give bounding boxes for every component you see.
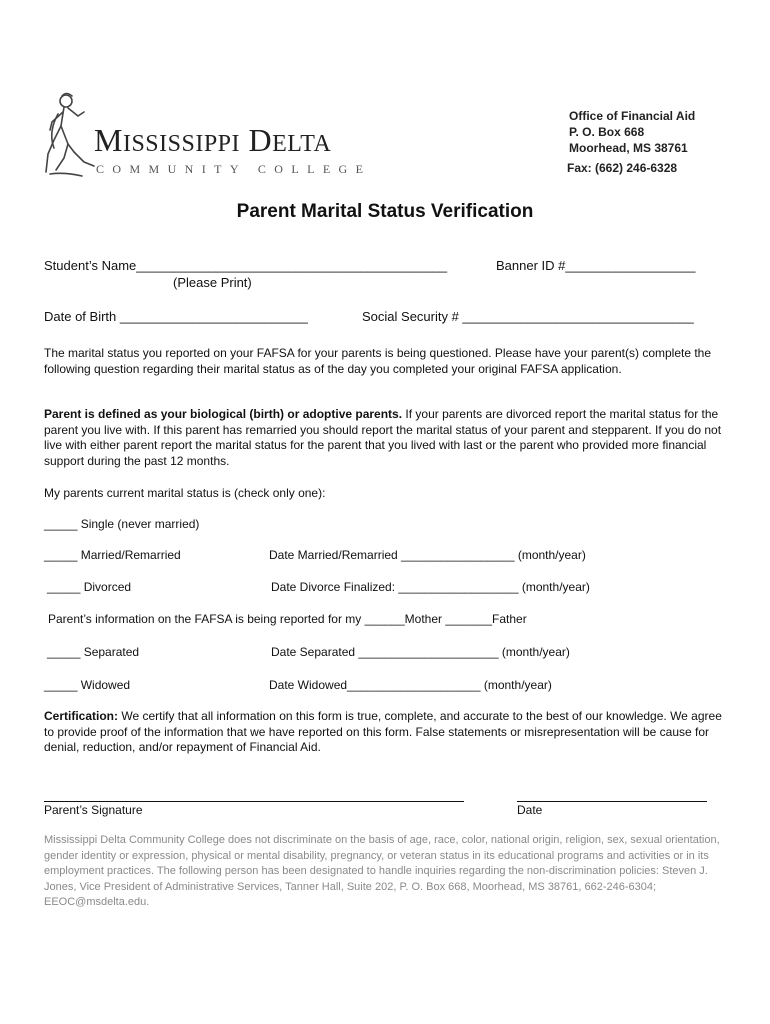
certification-label: Certification: bbox=[44, 709, 119, 723]
intro-paragraph: The marital status you reported on your FAFSA for your parents is being questioned. Please have your parent(s) complete the following question regarding their marital status as of the day you completed your original FAFSA application. bbox=[44, 346, 712, 376]
office-fax: Fax: (662) 246-6328 bbox=[567, 161, 678, 175]
parent-definition-bold: Parent is defined as your biological (birth) or adoptive parents. bbox=[44, 407, 403, 421]
widowed-date-field[interactable]: Date Widowed____________________ (month/year) bbox=[269, 678, 552, 692]
divorced-date-field[interactable]: Date Divorce Finalized: __________________ (month/year) bbox=[271, 580, 590, 594]
page-title: Parent Marital Status Verification bbox=[236, 201, 534, 222]
option-single[interactable]: _____ Single (never married) bbox=[44, 517, 200, 531]
married-date-field[interactable]: Date Married/Remarried _________________ (month/year) bbox=[269, 548, 586, 562]
parent-signature-label: Parent’s Signature bbox=[44, 803, 143, 817]
status-prompt: My parents current marital status is (check only one): bbox=[44, 486, 326, 500]
office-city: Moorhead, MS 38761 bbox=[569, 141, 688, 155]
parent-signature-line[interactable] bbox=[44, 801, 464, 802]
option-separated[interactable]: _____ Separated bbox=[47, 645, 140, 659]
ssn-field[interactable]: Social Security # ________________________________ bbox=[362, 309, 694, 324]
please-print-note: (Please Print) bbox=[173, 275, 252, 290]
office-name: Office of Financial Aid bbox=[569, 109, 696, 123]
option-widowed[interactable]: _____ Widowed bbox=[44, 678, 131, 692]
parent-definition-paragraph bbox=[44, 407, 734, 469]
option-married[interactable]: _____ Married/Remarried bbox=[44, 548, 181, 562]
date-of-birth-field[interactable]: Date of Birth __________________________ bbox=[44, 309, 308, 324]
logo-subtitle: COMMUNITY COLLEGE bbox=[96, 162, 372, 176]
student-name-field[interactable]: Student’s Name___________________________________________ bbox=[44, 258, 448, 273]
separated-date-field[interactable]: Date Separated _____________________ (month/year) bbox=[271, 645, 570, 659]
office-address bbox=[569, 108, 695, 156]
date-signature-label: Date bbox=[517, 803, 543, 817]
certification-text: We certify that all information on this form is true, complete, and accurate to the best of our knowledge. We agree to provide proof of the information that we have reported on this form. False statements or misrepresentation will be cause for denial, reduction, and/or repayment of Financial Aid. bbox=[44, 709, 722, 754]
certification-paragraph bbox=[44, 709, 734, 756]
date-signature-line[interactable] bbox=[517, 801, 707, 802]
parent-definition-text: If your parents are divorced report the marital status for the parent you live with. If this parent has remarried you should report the marital status of your parent and stepparent. If you do not live with either parent report the marital status for the parent that you lived with last or the parent who provided more financial support during the past 12 months. bbox=[44, 407, 722, 468]
logo-wordmark: MISSISSIPPI DELTA bbox=[94, 122, 332, 158]
office-po-box: P. O. Box 668 bbox=[569, 125, 645, 139]
non-discrimination-statement: Mississippi Delta Community College does not discriminate on the basis of age, race, color, national origin, religion, sex, sexual orientation, gender identity or expression, physical or mental disability, pregnancy, or veteran status in its educational programs and activities or in its employment practices. The following person has been designated to handle inquiries regarding the non-discrimination policies: Steven J. Jones, Vice President of Administrative Services, Tanner Hall, Suite 202, P. O. Box 668, Moorhead, MS 38761, 662-246-6304; EEOC@msdelta.edu. bbox=[44, 834, 720, 908]
fafsa-parent-field[interactable]: Parent’s information on the FAFSA is being reported for my ______Mother _______Father bbox=[48, 612, 527, 626]
option-divorced[interactable]: _____ Divorced bbox=[47, 580, 132, 594]
runner-statue-icon bbox=[44, 92, 98, 178]
banner-id-field[interactable]: Banner ID #__________________ bbox=[496, 258, 696, 273]
